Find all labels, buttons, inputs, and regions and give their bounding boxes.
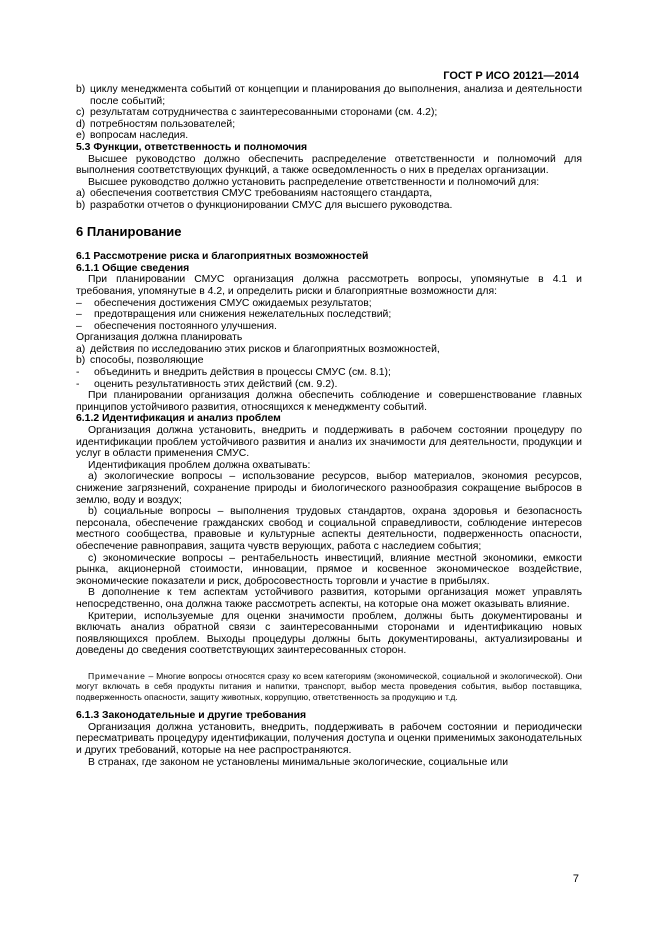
list-item-d: d) потребностям пользователей;: [76, 118, 236, 130]
paragraph: Организация должна установить, внедрить, поддерживать в рабочем состоянии и периодически пересматривать процедуру идентификации, получения доступа и оценки применимых законодательных и других требований, которые на нее распространяются.: [76, 721, 582, 756]
note-text: – Многие вопросы относятся сразу ко всем категориям (экономической, социальной и экологической). Они могут включать в себя продукты питания и напитки, транспорт, выбор места проведения события, выбор поставщика, подверженность опасности, защиту животных, коррупцию, ответственность за продукцию и т.д.: [76, 670, 582, 702]
paragraph-item-a: a) экологические вопросы – использование ресурсов, выбор материалов, экономия ресурсов, снижение загрязнений, сохранение природы и биологического разнообразия сокращение выбросов в землю, воду и воздух;: [76, 471, 582, 506]
paragraph-item-b: b) социальные вопросы – выполнения трудовых стандартов, охрана здоровья и безопасность персонала, обеспечение гражданских свобод и социальной справедливости, соблюдение интересов местного сообщества, правовые и культурные аспекты деятельности, подверженность опасности, обеспечение равноправия, защита чувств верующих, работа с наследием события;: [76, 506, 582, 552]
list-item-b: b) способы, позволяющие: [76, 355, 204, 367]
section-heading-6: 6 Планирование: [76, 223, 182, 239]
list-item-c: c) результатам сотрудничества с заинтересованными сторонами (см. 4.2);: [76, 107, 438, 119]
list-item-a: a) действия по исследованию этих рисков и благоприятных возможностей,: [76, 343, 440, 355]
page-number: 7: [572, 873, 579, 885]
note-label: Примечание: [88, 670, 146, 681]
section-heading-5-3: 5.3 Функции, ответственность и полномочия: [76, 141, 308, 153]
dash-item: – обеспечения постоянного улучшения.: [76, 320, 277, 332]
dash-item: – обеспечения достижения СМУС ожидаемых результатов;: [76, 297, 372, 309]
document-body: [76, 84, 582, 768]
note: [76, 671, 582, 702]
paragraph: Критерии, используемые для оценки значимости проблем, должны быть документированы и включать анализ обратной связи с заинтересованными сторонами и идентификацию новых появляющихся проблем. Выходы процедуры должны быть документированы, актуализированы и доведены до сведения соответствующих заинтересованных сторон.: [76, 610, 582, 657]
paragraph: При планировании организация должна обеспечить соблюдение и совершенствование главных принципов устойчивого развития, относящихся к менеджменту событий.: [76, 390, 582, 413]
paragraph: Идентификация проблем должна охватывать:: [88, 459, 311, 471]
section-heading-6-1-2: 6.1.2 Идентификация и анализ проблем: [76, 413, 281, 425]
section-heading-6-1-3: 6.1.3 Законодательные и другие требования: [76, 710, 307, 722]
list-item-a: a) обеспечения соответствия СМУС требованиям настоящего стандарта,: [76, 188, 433, 200]
dash-item: - объединить и внедрить действия в процессы СМУС (см. 8.1);: [76, 367, 391, 379]
list-item-b: b) циклу менеджмента событий от концепции и планирования до выполнения, анализа и деятельности после событий;: [76, 84, 582, 107]
paragraph: При планировании СМУС организация должна рассмотреть вопросы, упомянутые в 4.1 и требования, упомянутые в 4.2, и определить риски и благоприятные возможности для:: [76, 274, 582, 297]
paragraph-item-c: c) экономические вопросы – рентабельность инвестиций, влияние местной экономики, емкости рынка, акционерной стоимости, инновации, прямое и косвенное экономическое воздействие, экономические показатели и риск, добросовестность торговли и участие в прибылях.: [76, 552, 582, 587]
paragraph: В дополнение к тем аспектам устойчивого развития, которыми организация может управлять непосредственно, она должна также рассмотреть аспекты, на которые она может оказывать влияние.: [76, 587, 582, 610]
list-item-e: e) вопросам наследия.: [76, 130, 189, 142]
paragraph: Высшее руководство должно обеспечить распределение ответственности и полномочий для выполнения соответствующих функций, а также осведомленность о них в пределах организации.: [76, 153, 582, 177]
document-header: ГОСТ Р ИСО 20121—2014: [443, 70, 579, 82]
paragraph: В странах, где законом не установлены минимальные экологические, социальные или: [88, 756, 508, 768]
list-item-b: b) разработки отчетов о функционировании СМУС для высшего руководства.: [76, 199, 453, 211]
dash-item: – предотвращения или снижения нежелательных последствий;: [76, 309, 392, 321]
section-heading-6-1: 6.1 Рассмотрение риска и благоприятных возможностей: [76, 251, 369, 263]
section-heading-6-1-1: 6.1.1 Общие сведения: [76, 262, 190, 274]
paragraph: Высшее руководство должно установить распределение ответственности и полномочий для:: [88, 176, 540, 188]
dash-item: - оценить результативность этих действий (см. 9.2).: [76, 378, 338, 390]
paragraph: Организация должна планировать: [76, 332, 243, 344]
paragraph: Организация должна установить, внедрить и поддерживать в рабочем состоянии процедуру по идентификации проблем устойчивого развития и анализ их значимости для деятельности, продукции и услуг в области применения СМУС.: [76, 425, 582, 460]
